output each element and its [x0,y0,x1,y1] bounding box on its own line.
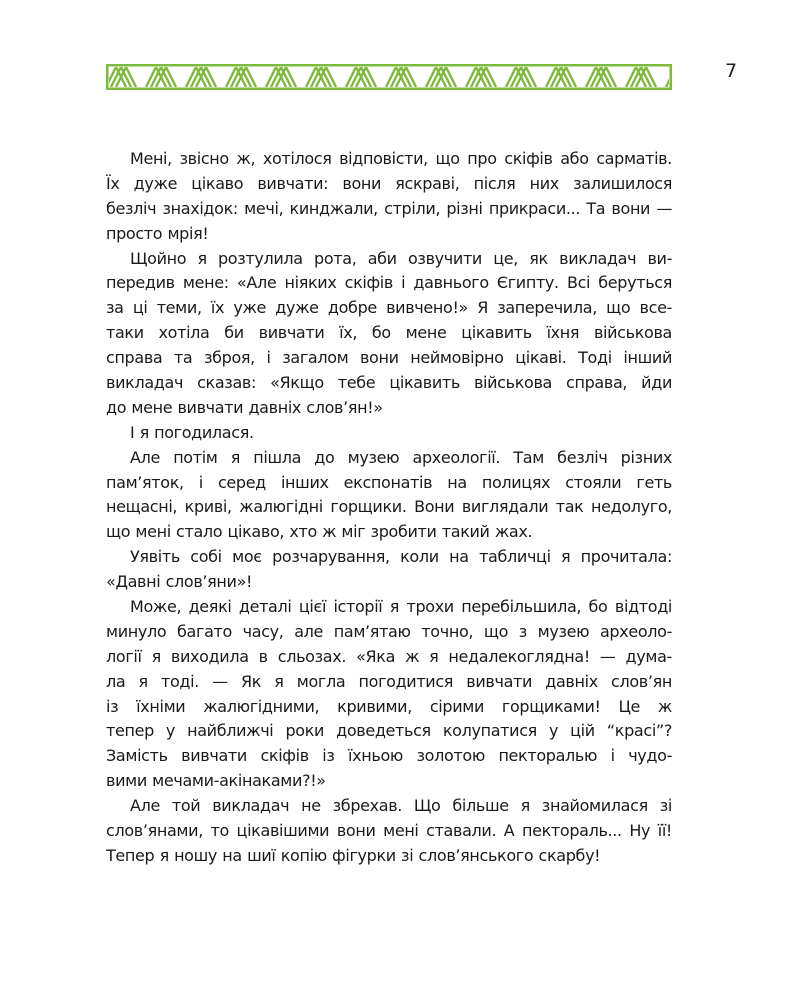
text-line: пам’яток, і серед інших експонатів на полицях стояли геть [106,472,672,492]
decorative-border-ornament [106,64,672,90]
text-line: Може, деякі деталі цієї історії я трохи перебільшила, бо відтоді [130,597,672,617]
text-line: тепер у найближчі роки доведеться колупатися у цій “красі”? [106,721,672,741]
text-line: за ці теми, їх уже дуже добре вивчено!» Я заперечила, що все- [106,298,672,318]
text-line: викладач сказав: «Якщо тебе цікавить військова справа, йди [106,373,672,393]
text-line: Їх дуже цікаво вивчати: вони яскраві, після них залишилося [106,173,672,193]
text-line: до мене вивчати давніх слов’ян!» [106,397,383,417]
text-line: передив мене: «Але ніяких скіфів і давнього Єгипту. Всі беруться [106,273,672,293]
body-text [106,147,672,869]
text-line: із їхніми жалюгідними, кривими, сірими горщиками! Це ж [106,696,672,716]
text-line: «Давні слов’яни»! [106,572,253,592]
page-number: 7 [724,60,738,82]
text-line: безліч знахідок: мечі, кинджали, стріли, різні прикраси... Та вони — [106,198,672,218]
text-line: просто мрія! [106,223,209,243]
text-line: Щойно я розтулила рота, аби озвучити це, як викладач ви- [130,248,672,268]
text-line: Але той викладач не збрехав. Що більше я знайомилася зі [130,796,672,816]
text-line: що мені стало цікаво, хто ж міг зробити такий жах. [106,522,533,542]
text-line: минуло багато часу, але пам’ятаю точно, що з музею археоло- [106,621,672,641]
text-line: слов’янами, то цікавішими вони мені ставали. А пектораль... Ну її! [106,821,672,841]
text-line: логії я виходила в сльозах. «Яка ж я недалекоглядна! — дума- [106,646,672,666]
text-line: Тепер я ношу на шиї копію фігурки зі слов’янського скарбу! [106,845,601,865]
text-line: І я погодилася. [130,422,254,442]
text-line: ла я тоді. — Як я могла погодитися вивчати давніх слов’ян [106,671,672,691]
text-line: Мені, звісно ж, хотілося відповісти, що про скіфів або сарматів. [130,149,672,168]
text-line: таки хотіла би вивчати їх, бо мене цікавить їхня військова [106,323,672,343]
text-line: справа та зброя, і загалом вони неймовірно цікаві. Тоді інший [106,348,672,368]
text-line: Уявіть собі моє розчарування, коли на табличці я прочитала: [130,547,672,567]
text-line: Але потім я пішла до музею археології. Там безліч різних [130,447,672,467]
text-line: нещасні, криві, жалюгідні горщики. Вони виглядали так недолуго, [106,497,672,517]
text-line: вими мечами-акінаками?!» [106,771,326,791]
text-line: Замість вивчати скіфів із їхньою золотою пекторалью і чудо- [106,746,672,766]
